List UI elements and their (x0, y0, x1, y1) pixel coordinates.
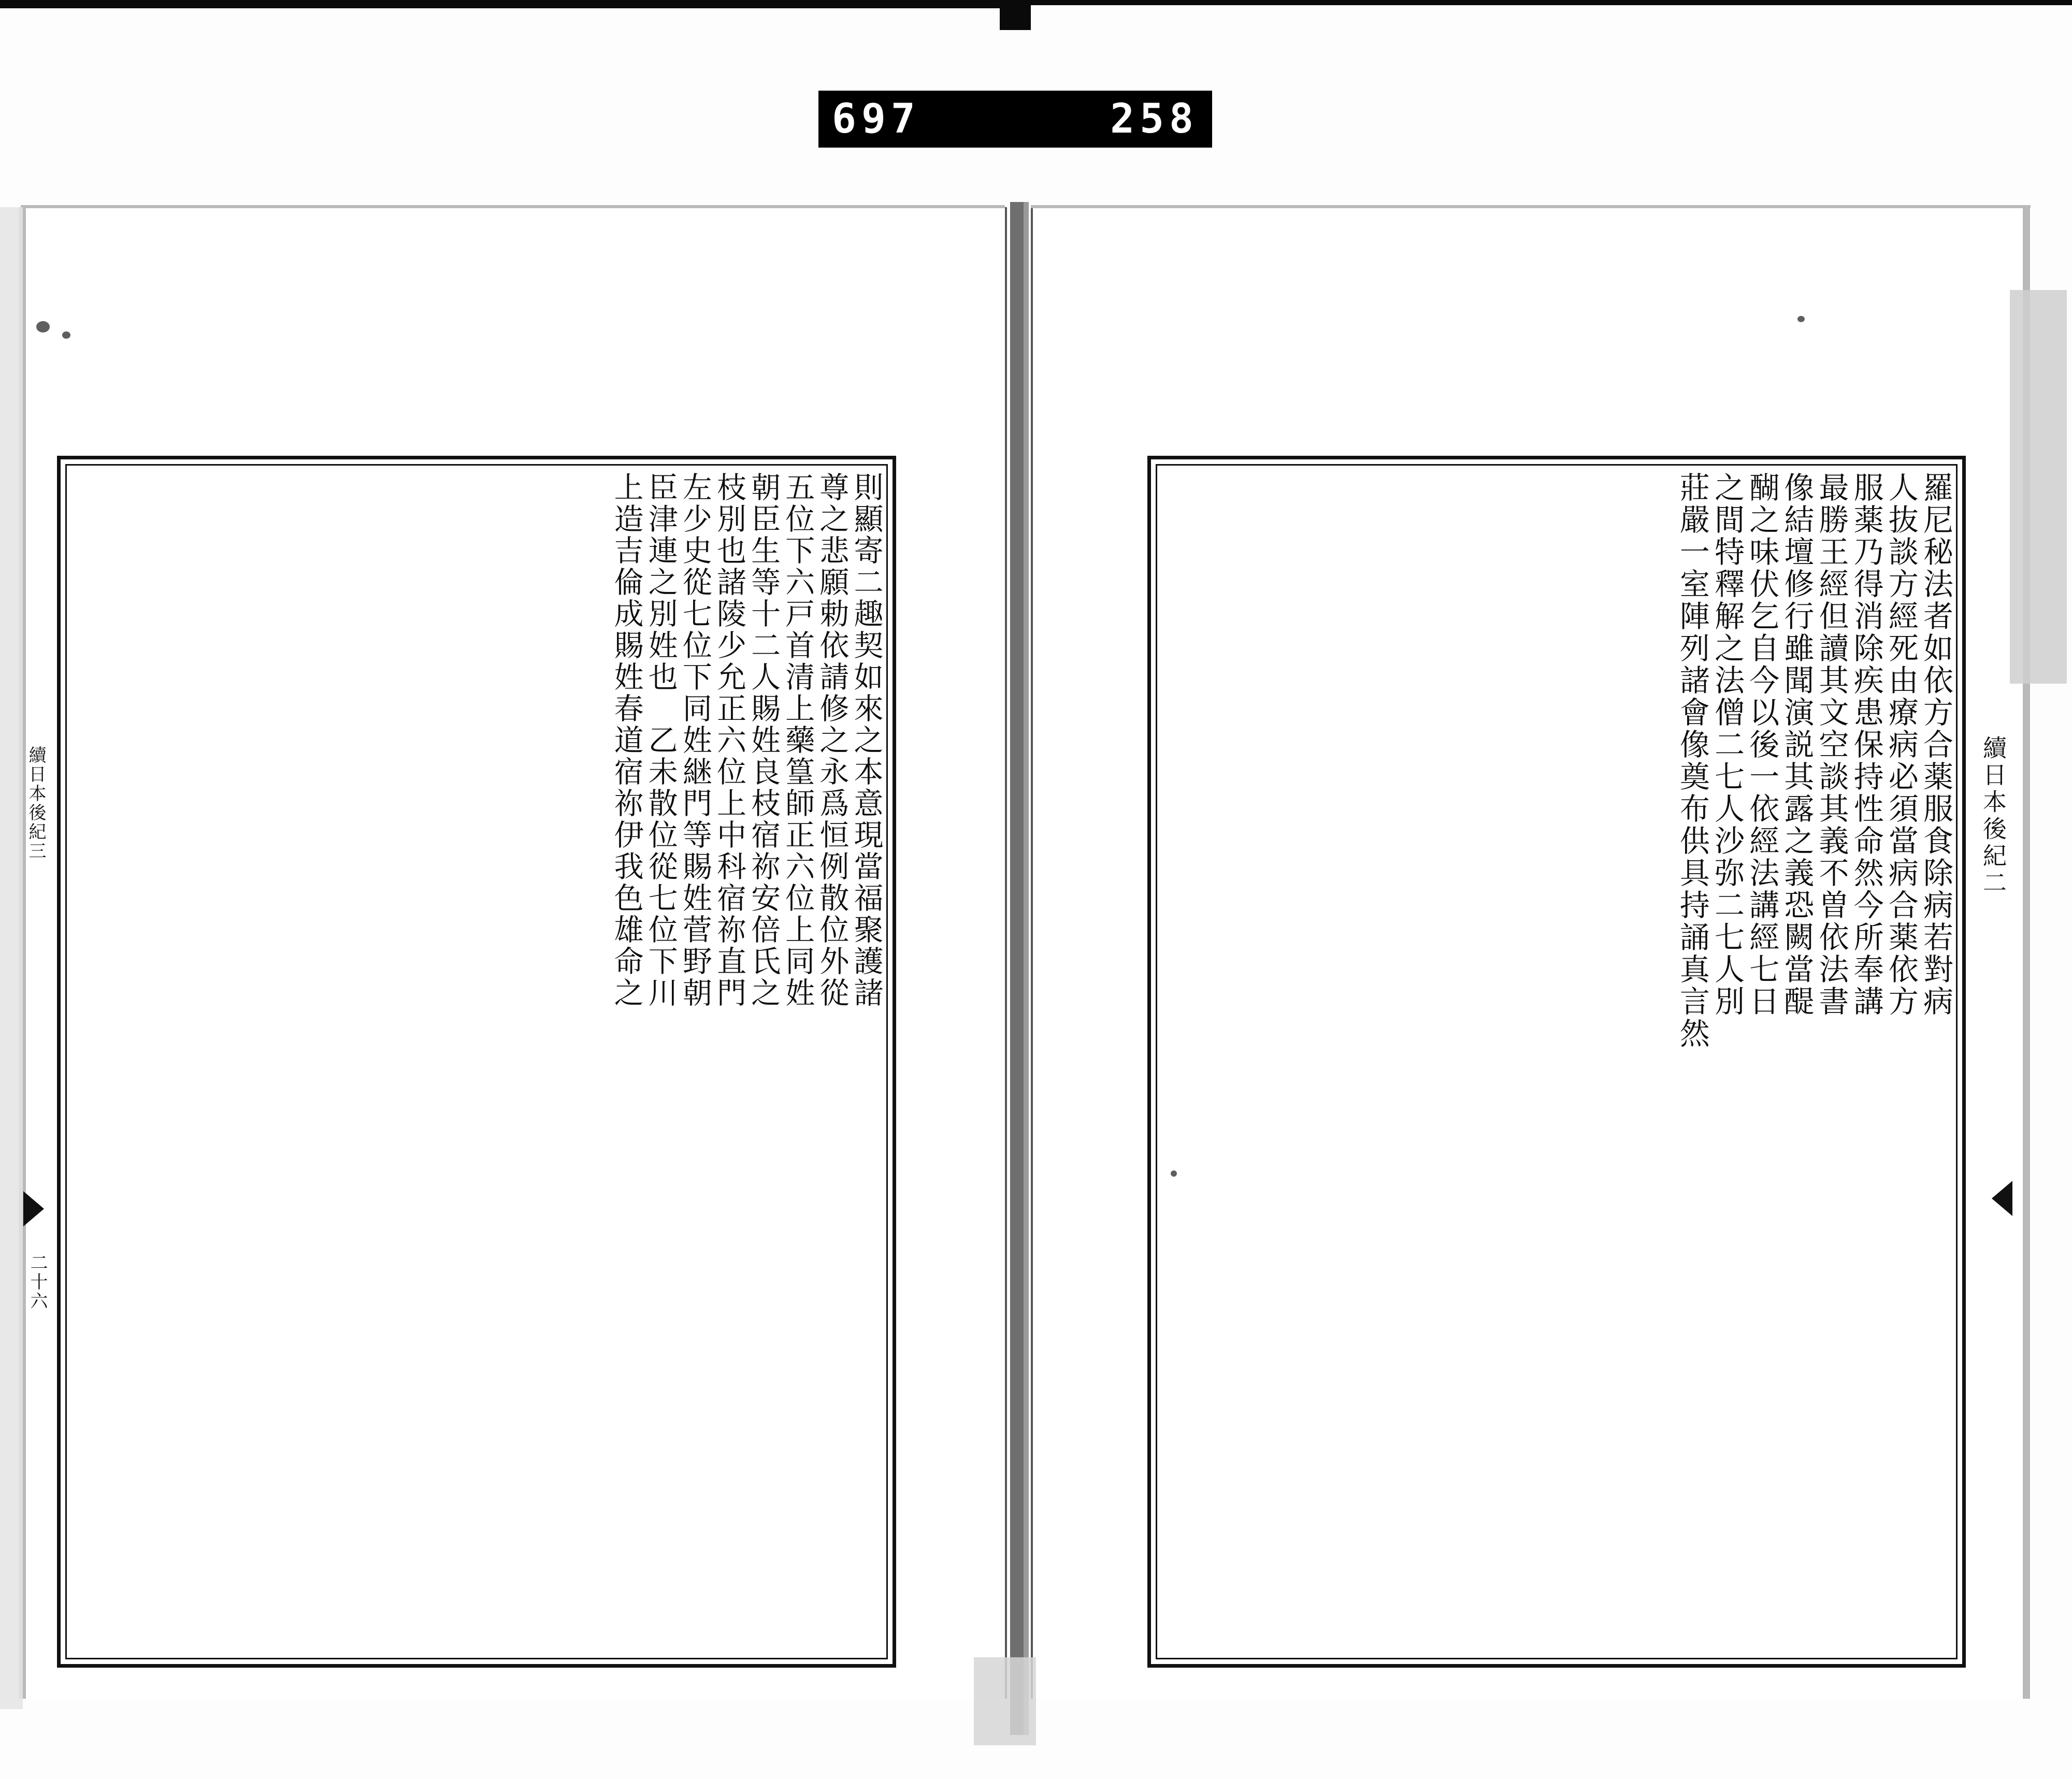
book-gutter (1010, 202, 1024, 1735)
text-block-right (1147, 456, 1966, 1668)
film-speck (36, 321, 50, 332)
spine-title-left: 續日本後紀三 (25, 746, 46, 861)
text-column: 服薬乃得消除疾患保持性命然今所奉講 (1848, 472, 1884, 1018)
text-column: 像結壇修行雖聞演説其露之義恐闕當醍 (1779, 472, 1815, 1018)
text-column: 醐之味伏乞自今以後一依經法講經七日 (1744, 472, 1780, 1018)
fore-edge-mark-left (23, 1191, 44, 1226)
text-column: 莊嚴一室陣列諸會像奠布供具持誦真言然 (1674, 472, 1710, 1050)
text-column: 上造吉倫成賜姓春道宿祢伊我色雄命之 (609, 472, 644, 1009)
text-column: 尊之悲願勅依請修之永爲恒例散位外從 (814, 472, 849, 1009)
text-column: 臣津連之別姓也 乙未散位從七位下川 (643, 472, 678, 1009)
frame-counter (818, 91, 1212, 148)
film-smudge (0, 207, 23, 1709)
text-columns-right (1162, 470, 1951, 1655)
frame-counter-main: 697 (832, 96, 920, 142)
text-column: 則顯寄二趣契如來之本意現當福聚護諸 (849, 472, 883, 1009)
film-top-strip-left (0, 0, 1020, 8)
text-block-left (57, 456, 896, 1668)
text-column: 五位下六戸首清上藥篁師正六位上同姓 (780, 472, 815, 1009)
text-columns-left (72, 470, 881, 1655)
text-column: 之間特釋解之法僧二七人沙弥二七人別 (1709, 472, 1745, 1018)
text-column: 左少史從七位下同姓継門等賜姓菅野朝 (678, 472, 712, 1009)
film-speck (1797, 316, 1805, 322)
spine-title-right: 續日本後紀二 (1979, 735, 2007, 897)
film-top-notch (1000, 0, 1031, 30)
text-column: 人抜談方經死由療病必須當病合薬依方 (1883, 472, 1919, 1018)
film-speck (62, 331, 70, 339)
page-left-top-edge (21, 205, 1005, 208)
text-column: 最勝王經但讀其文空談其義不曽依法書 (1814, 472, 1849, 1018)
frame-counter-sub: 258 (1110, 96, 1199, 142)
text-column: 羅尼秘法者如依方合薬服食除病若對病 (1918, 472, 1953, 1018)
film-top-strip-right (1031, 0, 2072, 5)
film-smudge (2010, 290, 2067, 684)
text-column: 枝別也諸陵少允正六位上中科宿祢直門 (712, 472, 746, 1009)
book-gutter-shadow (1024, 202, 1029, 1735)
fore-edge-mark-right (1992, 1181, 2012, 1216)
film-speck (1171, 1170, 1177, 1177)
text-column: 朝臣生等十二人賜姓良枝宿祢安倍氏之 (746, 472, 781, 1009)
film-smudge (974, 1657, 1036, 1745)
page-number-left: 二十六 (27, 1253, 48, 1311)
page-right-top-edge (1031, 205, 2031, 208)
